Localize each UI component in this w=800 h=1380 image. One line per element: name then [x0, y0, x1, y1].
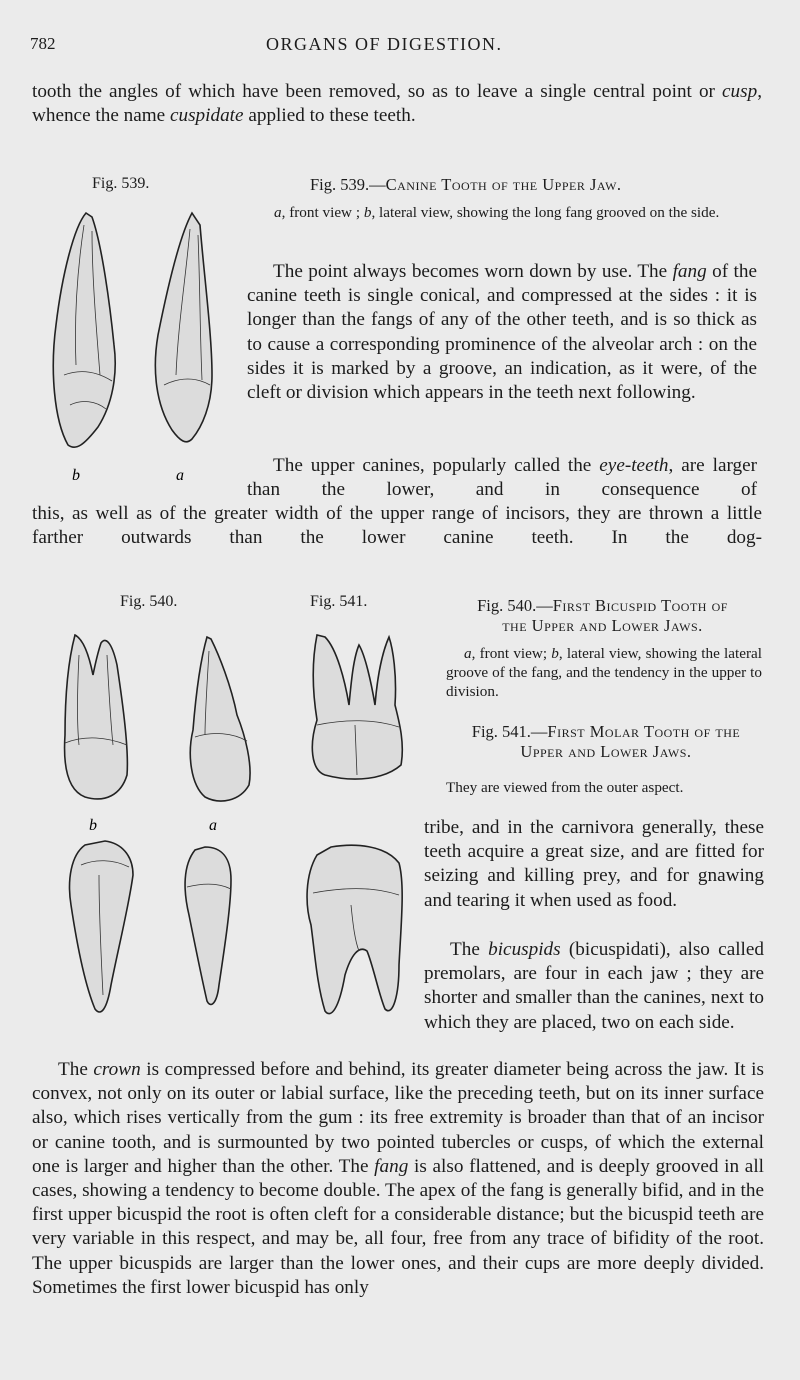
paragraph-text: The bicuspids (bicuspidati), also called premolars, are four in each jaw ; they are shorter and smaller than the canines, next to which they are placed, two on each side. [424, 939, 764, 1033]
fig-541-caption-text: They are viewed from the outer aspect. [446, 779, 684, 796]
paragraph-text: tooth the angles of which have been removed, so as to leave a single central point or cusp, whence the name cuspidate applied to these teeth. [32, 81, 762, 127]
molar-upper [312, 635, 402, 779]
paragraph-3-part-1 [247, 454, 757, 502]
paragraph-4 [424, 938, 764, 1035]
bicuspid-upper-lateral [65, 635, 128, 799]
fig-540-label: Fig. 540. [120, 593, 178, 610]
fig-539-label: Fig. 539. [92, 175, 150, 192]
caption-title-line-2: the Upper and Lower Jaws. [502, 616, 703, 635]
caption-title-line-2: Upper and Lower Jaws. [520, 742, 692, 761]
bicuspid-lower-lateral [70, 841, 133, 1012]
fig-539-caption-title [310, 175, 760, 195]
fig-540-view-a: a [209, 817, 217, 834]
fig-541-caption-title [446, 722, 766, 762]
caption-prefix: Fig. 541.— [471, 722, 548, 741]
fig-539-view-b: b [72, 467, 80, 484]
fig-540-caption-text: a, front view; b, lateral view, showing the lateral groove of the fang, and the tendency in the upper to division. [446, 645, 762, 700]
paragraph-3-part-2 [32, 502, 762, 550]
caption-prefix: Fig. 540.— [477, 596, 553, 615]
fig-539-view-a: a [176, 467, 184, 484]
paragraph-3-part-3 [424, 816, 764, 913]
page-number: 782 [30, 34, 56, 53]
fig-539-illustration [40, 205, 230, 485]
paragraph-text: The crown is compressed before and behind, its greater diameter being across the jaw. It is convex, not only on its outer or labial surface, like the preceding teeth, but on its inner surface also, which rises vertically from the gum : its free extremity is broader than that of an incisor or canine tooth, and is surmounted by two pointed tubercles or cusps, of which the external one is larger and higher than the other. The fang is also flattened, and is deeply grooved in all cases, showing a tendency to become double. The apex of the fang is generally bifid, and in the first upper bicuspid the root is often cleft for a considerable distance; but the bicuspid teeth are very variable in this respect, and may be, all four, free from any trace of bifidity of the root. The upper bicuspids are larger than the lower ones, and their cups are more deeply divided. Sometimes the first lower bicuspid has only [32, 1059, 764, 1298]
paragraph-text: The upper canines, popularly called the eye-teeth, are larger than the lower, and in consequence of [247, 455, 758, 501]
fig-540-view-b: b [89, 817, 97, 834]
caption-title-text: Canine Tooth of the Upper Jaw. [385, 175, 622, 194]
molar-lower [307, 845, 402, 1013]
canine-front-view [155, 213, 212, 442]
paragraph-text: The point always becomes worn down by use. The fang of the canine teeth is single conical, and compressed at the sides : it is longer than the fangs of any of the other teeth, and is so thick as to cause a corresponding prominence of the alveolar arch : on the sides it is marked by a groove, an indication, as it were, of the cleft or division which appears in the teeth next following. [247, 261, 757, 404]
bicuspid-lower-front [185, 847, 231, 1004]
fig-540-541-illustration [55, 625, 415, 1025]
caption-prefix: Fig. 539.— [310, 175, 386, 194]
paragraph-1 [32, 80, 762, 128]
paragraph-2 [247, 260, 757, 405]
caption-title-line-1: First Molar Tooth of the [547, 722, 741, 741]
canine-lateral-view [53, 213, 115, 447]
bicuspid-upper-front [190, 637, 250, 801]
fig-539-caption-text: a, front view ; b, lateral view, showing the long fang grooved on the side. [274, 204, 720, 221]
fig-540-caption-title [440, 596, 765, 636]
running-head: ORGANS OF DIGESTION. [266, 34, 503, 54]
fig-541-label: Fig. 541. [310, 593, 368, 610]
paragraph-text: tribe, and in the carnivora generally, these teeth acquire a great size, and are fitted for seizing and killing prey, and for gnawing and tearing it when used as food. [424, 817, 764, 911]
paragraph-text: this, as well as of the greater width of the upper range of incisors, they are thrown a little farther outwards than the lower canine teeth. In the dog- [32, 503, 762, 549]
paragraph-5 [32, 1058, 764, 1300]
caption-title-line-1: First Bicuspid Tooth of [552, 596, 728, 615]
